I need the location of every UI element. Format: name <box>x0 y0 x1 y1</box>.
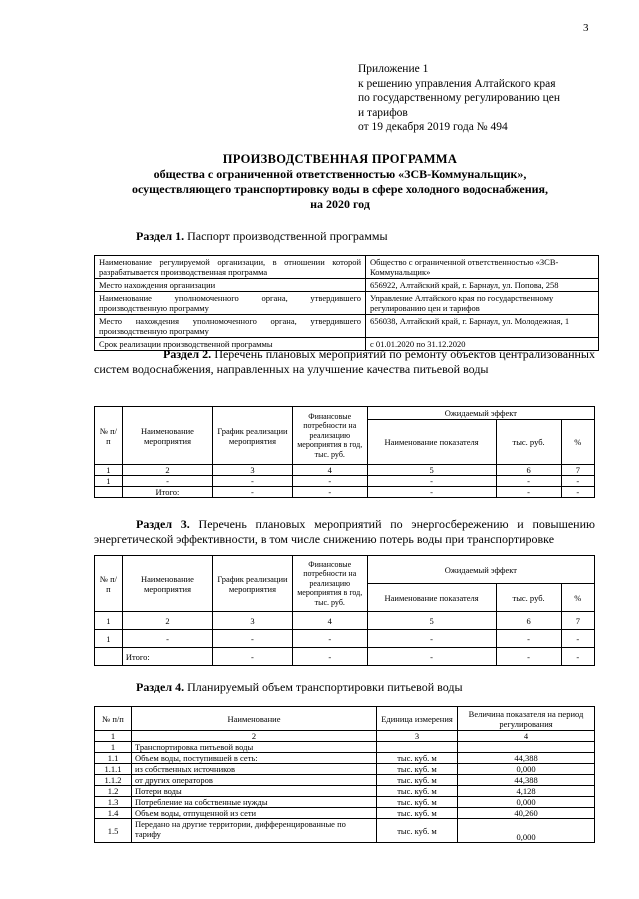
document-title <box>70 152 610 212</box>
table-cell: - <box>292 476 367 487</box>
appendix-block <box>358 62 560 135</box>
table-cell: 1 <box>95 476 123 487</box>
col-schedule: График реализации мероприятия <box>213 556 293 612</box>
passport-value: 656038, Алтайский край, г. Барнаул, ул. Молодежная, 1 <box>366 315 599 338</box>
table-cell: 5 <box>367 465 496 476</box>
table-cell: - <box>561 648 594 666</box>
passport-label: Наименование регулируемой организации, в отношении которой разрабатывается производственная программа <box>95 256 366 279</box>
table-cell: 1 <box>95 630 123 648</box>
table-row <box>95 775 595 786</box>
col-schedule: График реализации мероприятия <box>213 407 293 465</box>
passport-table <box>94 255 599 351</box>
table-row <box>95 819 595 843</box>
col-pct: % <box>561 420 594 465</box>
table-cell: 4 <box>292 465 367 476</box>
table-cell: 6 <box>496 465 561 476</box>
appendix-line: Приложение 1 <box>358 63 429 75</box>
row-name: от других операторов <box>132 775 377 786</box>
passport-value: Управление Алтайского края по государственному регулированию цен и тарифов <box>366 292 599 315</box>
table-cell: - <box>496 630 561 648</box>
section3-label: Раздел 3. <box>136 517 190 531</box>
passport-label: Место нахождения организации <box>95 279 366 292</box>
table-row <box>95 786 595 797</box>
row-name: Потери воды <box>132 786 377 797</box>
table-row <box>95 465 595 476</box>
row-unit: тыс. куб. м <box>377 764 458 775</box>
table-row <box>95 648 595 666</box>
table-cell: 4 <box>292 612 367 630</box>
col-indicator: Наименование показателя <box>367 584 496 612</box>
row-num: 1 <box>95 742 132 753</box>
row-value: 40,260 <box>458 808 595 819</box>
table-row <box>95 731 595 742</box>
col-num: № п/п <box>95 407 123 465</box>
col-num: № п/п <box>95 556 123 612</box>
repair-measures-table <box>94 406 595 498</box>
title-line: общества с ограниченной ответственностью «ЗСВ-Коммунальщик», <box>153 167 527 181</box>
table-cell: - <box>496 648 561 666</box>
row-value: 4,128 <box>458 786 595 797</box>
table-cell: - <box>367 487 496 498</box>
row-unit: тыс. куб. м <box>377 775 458 786</box>
row-name: Объем воды, поступившей в сеть: <box>132 753 377 764</box>
table-cell: 5 <box>367 612 496 630</box>
row-value: 0,000 <box>458 819 595 843</box>
appendix-line: от 19 декабря 2019 года № 494 <box>358 121 508 133</box>
section2-text: Перечень плановых мероприятий по ремонту объектов централизованных систем водоснабжения, направленных на улучшение качества питьевой воды <box>94 347 595 376</box>
section4-label: Раздел 4. <box>136 680 185 694</box>
table-cell: 6 <box>496 612 561 630</box>
table-cell: 7 <box>561 612 594 630</box>
page-number: 3 <box>583 22 589 34</box>
table-cell: - <box>496 476 561 487</box>
row-unit: тыс. куб. м <box>377 819 458 843</box>
row-num: 1.1.1 <box>95 764 132 775</box>
table-cell: - <box>367 648 496 666</box>
table-row <box>95 315 599 338</box>
row-num: 1.1.2 <box>95 775 132 786</box>
table-cell: 2 <box>122 465 212 476</box>
row-name: из собственных источников <box>132 764 377 775</box>
appendix-line: к решению управления Алтайского края <box>358 77 556 90</box>
row-num: 1.2 <box>95 786 132 797</box>
title-line: на 2020 год <box>310 197 370 211</box>
row-unit <box>377 742 458 753</box>
table-cell: - <box>561 630 594 648</box>
appendix-line: и тарифов <box>358 106 408 119</box>
table-cell: 2 <box>122 612 212 630</box>
section1-text: Паспорт производственной программы <box>187 229 388 243</box>
table-cell: - <box>367 630 496 648</box>
col-value: Величина показателя на период регулирования <box>458 707 595 731</box>
title-line: осуществляющего транспортировку воды в сфере холодного водоснабжения, <box>131 182 549 196</box>
section3-heading <box>94 517 595 547</box>
row-name: Передано на другие территории, дифференцированные по тарифу <box>132 819 377 843</box>
appendix-line: по государственному регулированию цен <box>358 92 561 104</box>
table-cell: 7 <box>561 465 594 476</box>
table-cell: - <box>213 648 293 666</box>
section4-text: Планируемый объем транспортировки питьевой воды <box>187 680 463 694</box>
row-value: 44,388 <box>458 775 595 786</box>
transport-volume-table <box>94 706 595 843</box>
section1-label: Раздел 1. <box>136 229 185 243</box>
table-row <box>95 797 595 808</box>
table-cell: - <box>367 476 496 487</box>
section4-heading <box>136 680 463 695</box>
col-effect: Ожидаемый эффект <box>367 556 594 584</box>
passport-label: Срок реализации производственной программы <box>95 338 366 351</box>
table-cell: 1 <box>95 465 123 476</box>
col-financing: Финансовые потребности на реализацию мероприятия в год, тыс. руб. <box>292 407 367 465</box>
row-num: 1.5 <box>95 819 132 843</box>
table-cell: - <box>213 476 293 487</box>
section2-label: Раздел 2. <box>163 347 212 361</box>
passport-label: Место нахождения уполномоченного органа, утвердившего производственную программу <box>95 315 366 338</box>
passport-label: Наименование уполномоченного органа, утвердившего производственную программу <box>95 292 366 315</box>
col-thous: тыс. руб. <box>496 420 561 465</box>
table-cell: - <box>213 630 293 648</box>
table-cell: 1 <box>95 612 123 630</box>
table-cell: - <box>122 476 212 487</box>
table-cell <box>95 487 123 498</box>
col-unit: Единица измерения <box>377 707 458 731</box>
table-row <box>95 612 595 630</box>
table-row <box>95 256 599 279</box>
row-unit: тыс. куб. м <box>377 797 458 808</box>
table-cell: 1 <box>95 731 132 742</box>
col-num: № п/п <box>95 707 132 731</box>
table-cell: - <box>292 648 367 666</box>
table-cell: - <box>292 487 367 498</box>
table-row <box>95 487 595 498</box>
row-value <box>458 742 595 753</box>
table-cell: 2 <box>132 731 377 742</box>
row-value: 44,388 <box>458 753 595 764</box>
section3-text: Перечень плановых мероприятий по энергосбережению и повышению энергетической эффективности, в том числе снижению потерь воды при транспортировке <box>94 517 595 546</box>
col-thous: тыс. руб. <box>496 584 561 612</box>
table-row <box>95 292 599 315</box>
row-value: 0,000 <box>458 797 595 808</box>
col-name: Наименование мероприятия <box>122 407 212 465</box>
table-row <box>95 630 595 648</box>
passport-value: с 01.01.2020 по 31.12.2020 <box>366 338 599 351</box>
row-num: 1.3 <box>95 797 132 808</box>
table-row <box>95 742 595 753</box>
col-name: Наименование мероприятия <box>122 556 212 612</box>
table-cell: - <box>292 630 367 648</box>
energy-measures-table <box>94 555 595 666</box>
col-indicator: Наименование показателя <box>367 420 496 465</box>
section2-heading <box>94 347 595 377</box>
row-unit: тыс. куб. м <box>377 786 458 797</box>
row-num: 1.1 <box>95 753 132 764</box>
row-unit: тыс. куб. м <box>377 753 458 764</box>
row-name: Транспортировка питьевой воды <box>132 742 377 753</box>
table-cell: 3 <box>213 612 293 630</box>
table-row <box>95 764 595 775</box>
table-row <box>95 476 595 487</box>
table-cell: 4 <box>458 731 595 742</box>
col-financing: Финансовые потребности на реализацию мероприятия в год, тыс. руб. <box>292 556 367 612</box>
table-cell: Итого: <box>122 648 212 666</box>
col-pct: % <box>561 584 594 612</box>
row-name: Объем воды, отпущенной из сети <box>132 808 377 819</box>
table-cell: - <box>496 487 561 498</box>
title-line: ПРОИЗВОДСТВЕННАЯ ПРОГРАММА <box>222 152 458 166</box>
table-cell: - <box>122 630 212 648</box>
col-effect: Ожидаемый эффект <box>367 407 594 420</box>
passport-value: 656922, Алтайский край, г. Барнаул, ул. Попова, 258 <box>366 279 599 292</box>
table-cell <box>95 648 123 666</box>
table-cell: - <box>561 487 594 498</box>
table-cell: - <box>561 476 594 487</box>
row-unit: тыс. куб. м <box>377 808 458 819</box>
table-cell: Итого: <box>122 487 212 498</box>
table-row <box>95 279 599 292</box>
passport-value: Общество с ограниченной ответственностью «ЗСВ-Коммунальщик» <box>366 256 599 279</box>
col-name: Наименование <box>132 707 377 731</box>
table-row <box>95 808 595 819</box>
section1-heading <box>136 229 388 244</box>
row-value: 0,000 <box>458 764 595 775</box>
table-row <box>95 753 595 764</box>
table-cell: 3 <box>213 465 293 476</box>
table-cell: 3 <box>377 731 458 742</box>
table-cell: - <box>213 487 293 498</box>
row-name: Потребление на собственные нужды <box>132 797 377 808</box>
row-num: 1.4 <box>95 808 132 819</box>
